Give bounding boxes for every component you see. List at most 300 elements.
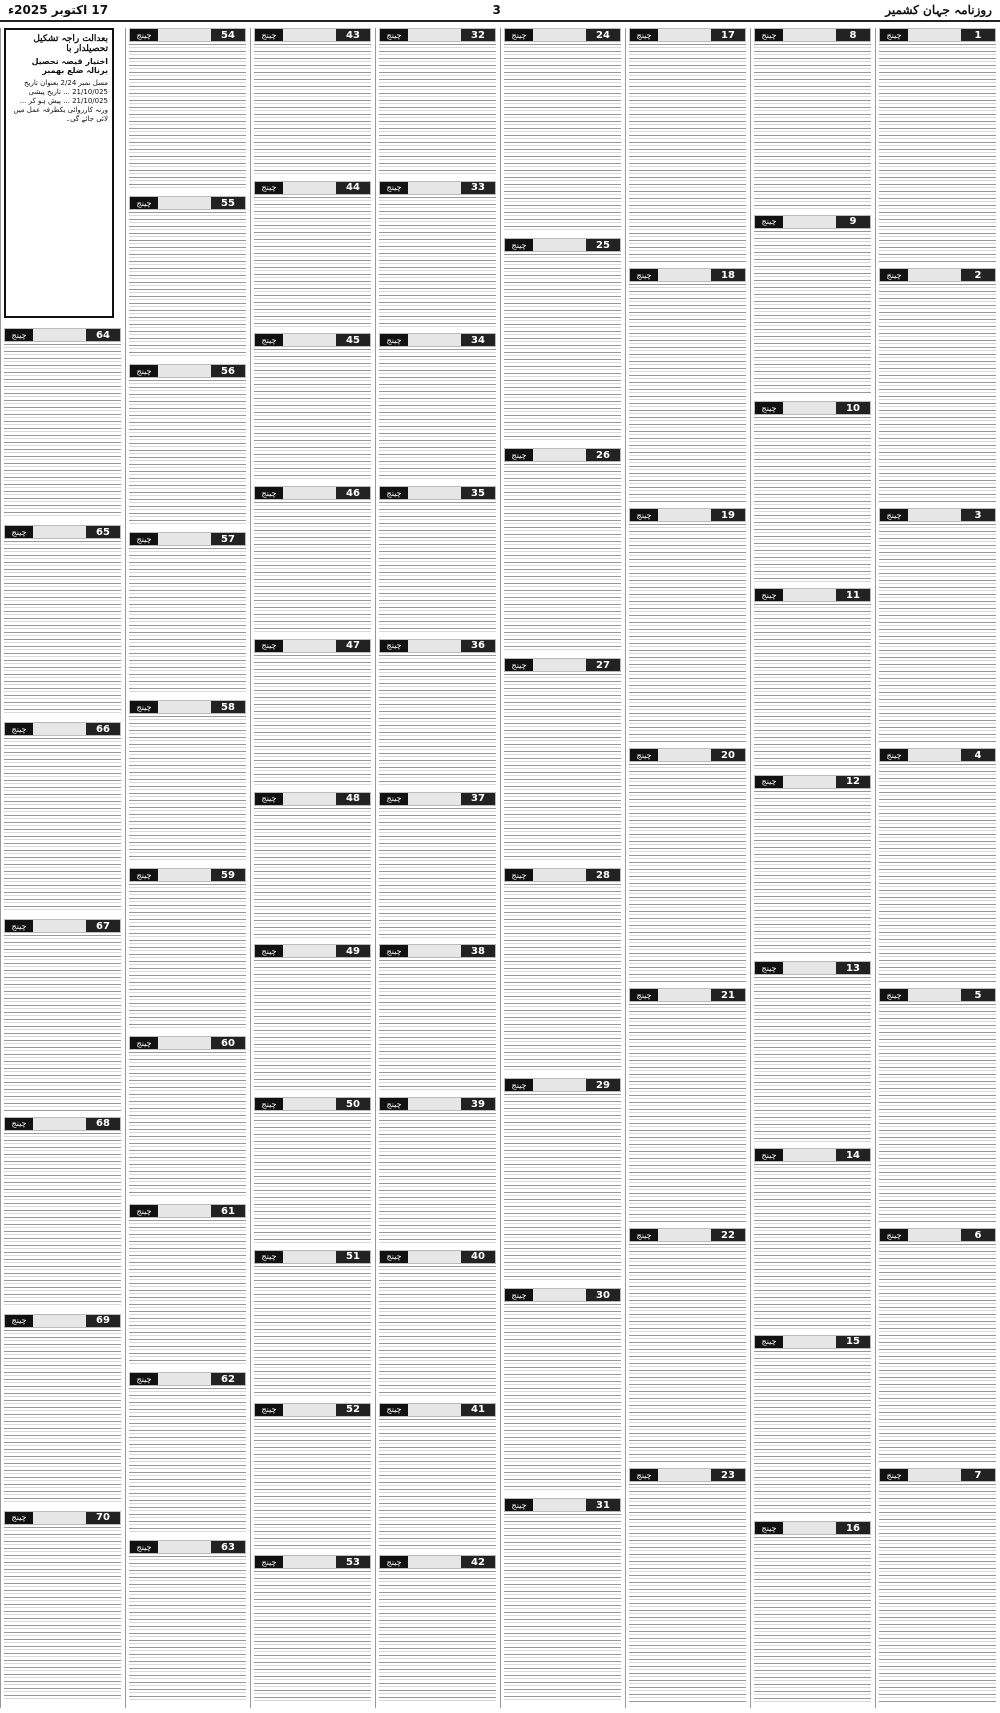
quiz-header: [379, 639, 496, 653]
quiz-text-lines: [254, 197, 371, 328]
quiz-label: چینج: [630, 1229, 658, 1241]
quiz-label: چینج: [880, 1469, 908, 1481]
quiz-block: [129, 364, 246, 528]
quiz-number: 66: [86, 723, 120, 735]
quiz-number: 39: [461, 1098, 495, 1110]
masthead: [0, 0, 1000, 22]
quiz-label: چینج: [130, 197, 158, 209]
quiz-block: [754, 1521, 871, 1704]
quiz-number: 18: [711, 269, 745, 281]
quiz-header: [379, 1250, 496, 1264]
quiz-header: [629, 508, 746, 522]
quiz-text-lines: [379, 1113, 496, 1244]
quiz-header: [4, 1117, 121, 1131]
quiz-header: [4, 525, 121, 539]
quiz-text-lines: [629, 44, 746, 262]
quiz-label: چینج: [255, 182, 283, 194]
quiz-header: [4, 722, 121, 736]
quiz-number: 63: [211, 1541, 245, 1553]
quiz-text-lines: [754, 44, 871, 209]
quiz-number: 13: [836, 962, 870, 974]
quiz-number: 1: [961, 29, 995, 41]
quiz-number: 5: [961, 989, 995, 1001]
quiz-header: [629, 1228, 746, 1242]
quiz-text-lines: [254, 1113, 371, 1244]
quiz-number: 70: [86, 1512, 120, 1524]
quiz-header: [504, 1498, 621, 1512]
quiz-number: 27: [586, 659, 620, 671]
quiz-number: 48: [336, 793, 370, 805]
quiz-label: چینج: [380, 334, 408, 346]
quiz-number: 65: [86, 526, 120, 538]
quiz-text-lines: [754, 791, 871, 956]
quiz-number: 15: [836, 1336, 870, 1348]
quiz-number: 59: [211, 869, 245, 881]
quiz-text-lines: [254, 808, 371, 939]
quiz-number: 36: [461, 640, 495, 652]
quiz-number: 68: [86, 1118, 120, 1130]
quiz-block: [754, 588, 871, 771]
column-c1: [875, 28, 999, 1708]
quiz-header: [754, 28, 871, 42]
quiz-label: چینج: [630, 749, 658, 761]
quiz-number: 34: [461, 334, 495, 346]
quiz-block: [129, 1036, 246, 1200]
quiz-number: 24: [586, 29, 620, 41]
quiz-label: چینج: [505, 239, 533, 251]
quiz-number: 56: [211, 365, 245, 377]
quiz-label: چینج: [505, 869, 533, 881]
quiz-block: [254, 1555, 371, 1704]
quiz-header: [379, 1555, 496, 1569]
quiz-block: [879, 1468, 996, 1704]
quiz-text-lines: [129, 1388, 246, 1534]
quiz-block: [754, 1148, 871, 1331]
quiz-number: 64: [86, 329, 120, 341]
quiz-header: [504, 658, 621, 672]
quiz-label: چینج: [380, 793, 408, 805]
column-c6: [250, 28, 374, 1708]
quiz-label: چینج: [255, 29, 283, 41]
quiz-label: چینج: [755, 962, 783, 974]
quiz-block: [504, 658, 621, 864]
quiz-header: [129, 1372, 246, 1386]
quiz-header: [379, 181, 496, 195]
quiz-block: [254, 28, 371, 177]
quiz-header: [504, 238, 621, 252]
quiz-header: [129, 1204, 246, 1218]
quiz-label: چینج: [880, 509, 908, 521]
quiz-text-lines: [879, 764, 996, 982]
quiz-block: [379, 333, 496, 482]
quiz-block: [129, 28, 246, 192]
quiz-header: [754, 961, 871, 975]
quiz-block: [754, 961, 871, 1144]
quiz-header: [129, 700, 246, 714]
quiz-header: [879, 508, 996, 522]
quiz-block: [4, 919, 121, 1112]
quiz-header: [129, 868, 246, 882]
quiz-block: [879, 268, 996, 504]
quiz-label: چینج: [505, 1079, 533, 1091]
quiz-label: چینج: [5, 526, 33, 538]
quiz-block: [254, 944, 371, 1093]
quiz-label: چینج: [380, 945, 408, 957]
quiz-label: چینج: [380, 640, 408, 652]
quiz-block: [379, 1403, 496, 1552]
quiz-block: [379, 1555, 496, 1704]
quiz-number: 52: [336, 1404, 370, 1416]
quiz-label: چینج: [130, 1037, 158, 1049]
quiz-block: [254, 792, 371, 941]
quiz-number: 35: [461, 487, 495, 499]
quiz-text-lines: [504, 884, 621, 1072]
quiz-number: 4: [961, 749, 995, 761]
column-c7: [125, 28, 249, 1708]
quiz-header: [254, 1403, 371, 1417]
quiz-header: [379, 792, 496, 806]
quiz-header: [4, 328, 121, 342]
quiz-block: [754, 28, 871, 211]
quiz-header: [129, 364, 246, 378]
quiz-label: چینج: [130, 701, 158, 713]
quiz-label: چینج: [5, 723, 33, 735]
quiz-label: چینج: [255, 487, 283, 499]
quiz-text-lines: [379, 349, 496, 480]
quiz-block: [629, 1228, 746, 1464]
quiz-block: [254, 1403, 371, 1552]
quiz-text-lines: [629, 284, 746, 502]
quiz-text-lines: [754, 604, 871, 769]
quiz-number: 2: [961, 269, 995, 281]
quiz-text-lines: [4, 1330, 121, 1505]
quiz-header: [129, 28, 246, 42]
quiz-block: [629, 508, 746, 744]
quiz-header: [504, 1078, 621, 1092]
quiz-number: 20: [711, 749, 745, 761]
quiz-number: 11: [836, 589, 870, 601]
quiz-label: چینج: [130, 1373, 158, 1385]
quiz-text-lines: [254, 655, 371, 786]
quiz-text-lines: [629, 764, 746, 982]
quiz-label: چینج: [630, 1469, 658, 1481]
quiz-header: [879, 748, 996, 762]
quiz-block: [129, 1540, 246, 1704]
quiz-block: [504, 448, 621, 654]
quiz-text-lines: [254, 1266, 371, 1397]
quiz-number: 30: [586, 1289, 620, 1301]
quiz-block: [504, 238, 621, 444]
quiz-block: [879, 1228, 996, 1464]
quiz-block: [254, 1250, 371, 1399]
quiz-number: 17: [711, 29, 745, 41]
quiz-header: [629, 28, 746, 42]
quiz-header: [379, 28, 496, 42]
quiz-block: [754, 1335, 871, 1518]
quiz-text-lines: [129, 884, 246, 1030]
quiz-block: [129, 868, 246, 1032]
quiz-number: 10: [836, 402, 870, 414]
column-c2: [750, 28, 874, 1708]
quiz-label: چینج: [755, 216, 783, 228]
quiz-header: [379, 333, 496, 347]
quiz-number: 67: [86, 920, 120, 932]
quiz-text-lines: [254, 502, 371, 633]
quiz-number: 58: [211, 701, 245, 713]
quiz-number: 50: [336, 1098, 370, 1110]
quiz-label: چینج: [880, 989, 908, 1001]
quiz-block: [379, 792, 496, 941]
quiz-header: [254, 792, 371, 806]
quiz-label: چینج: [380, 1251, 408, 1263]
quiz-block: [754, 775, 871, 958]
quiz-label: چینج: [880, 749, 908, 761]
quiz-header: [754, 1521, 871, 1535]
quiz-block: [4, 1511, 121, 1704]
quiz-number: 61: [211, 1205, 245, 1217]
quiz-text-lines: [879, 524, 996, 742]
quiz-block: [254, 639, 371, 788]
quiz-text-lines: [379, 197, 496, 328]
quiz-header: [879, 268, 996, 282]
quiz-number: 44: [336, 182, 370, 194]
quiz-header: [754, 1335, 871, 1349]
quiz-text-lines: [379, 655, 496, 786]
quiz-block: [4, 1314, 121, 1507]
quiz-text-lines: [379, 502, 496, 633]
quiz-number: 55: [211, 197, 245, 209]
quiz-number: 29: [586, 1079, 620, 1091]
quiz-block: [379, 181, 496, 330]
quiz-label: چینج: [5, 1315, 33, 1327]
quiz-label: چینج: [130, 29, 158, 41]
quiz-block: [629, 1468, 746, 1704]
quiz-block: [129, 1372, 246, 1536]
quiz-header: [379, 486, 496, 500]
quiz-block: [879, 748, 996, 984]
notice-title: بعدالت راجہ تشکیل تحصیلدار با: [33, 34, 108, 54]
quiz-label: چینج: [505, 449, 533, 461]
quiz-number: 14: [836, 1149, 870, 1161]
quiz-header: [129, 1540, 246, 1554]
quiz-header: [379, 1403, 496, 1417]
quiz-number: 42: [461, 1556, 495, 1568]
quiz-header: [879, 1228, 996, 1242]
quiz-block: [629, 988, 746, 1224]
quiz-text-lines: [129, 716, 246, 862]
quiz-label: چینج: [880, 1229, 908, 1241]
notice-body: مسل نمبر 2/24 بعنوان تاریخ 21/10/025 ... تاریخ پیشی 21/10/025 ... پیش ہو کر ... ورنہ کارروائی یکطرفہ عمل میں لائی جائے گی۔: [13, 79, 108, 123]
quiz-block: [504, 868, 621, 1074]
quiz-text-lines: [379, 808, 496, 939]
quiz-text-lines: [129, 380, 246, 526]
column-c3: [625, 28, 749, 1708]
quiz-header: [254, 28, 371, 42]
quiz-header: [754, 1148, 871, 1162]
quiz-text-lines: [504, 1304, 621, 1492]
quiz-block: [379, 944, 496, 1093]
quiz-header: [629, 988, 746, 1002]
quiz-number: 54: [211, 29, 245, 41]
quiz-number: 40: [461, 1251, 495, 1263]
quiz-text-lines: [879, 1004, 996, 1222]
quiz-text-lines: [629, 524, 746, 742]
quiz-block: [4, 328, 121, 521]
quiz-number: 9: [836, 216, 870, 228]
quiz-text-lines: [379, 1419, 496, 1550]
quiz-text-lines: [879, 284, 996, 502]
quiz-number: 41: [461, 1404, 495, 1416]
quiz-number: 69: [86, 1315, 120, 1327]
quiz-text-lines: [504, 44, 621, 232]
quiz-header: [254, 944, 371, 958]
quiz-text-lines: [254, 1419, 371, 1550]
quiz-block: [129, 1204, 246, 1368]
quiz-text-lines: [254, 44, 371, 175]
quiz-label: چینج: [255, 1556, 283, 1568]
quiz-label: چینج: [755, 776, 783, 788]
quiz-text-lines: [254, 349, 371, 480]
notice-subtitle: اختیار قیصہ تحصیل برنالہ ضلع بھمبر: [31, 57, 108, 75]
quiz-label: چینج: [255, 334, 283, 346]
quiz-number: 33: [461, 182, 495, 194]
quiz-block: [629, 268, 746, 504]
column-c4: [500, 28, 624, 1708]
quiz-header: [754, 588, 871, 602]
quiz-block: [629, 28, 746, 264]
quiz-header: [254, 333, 371, 347]
quiz-label: چینج: [505, 29, 533, 41]
quiz-header: [254, 181, 371, 195]
quiz-text-lines: [629, 1004, 746, 1222]
quiz-number: 8: [836, 29, 870, 41]
quiz-number: 43: [336, 29, 370, 41]
quiz-label: چینج: [880, 269, 908, 281]
quiz-text-lines: [379, 1266, 496, 1397]
quiz-label: چینج: [505, 1499, 533, 1511]
quiz-text-lines: [879, 44, 996, 262]
quiz-block: [879, 988, 996, 1224]
page-number: 3: [492, 3, 501, 17]
quiz-header: [754, 401, 871, 415]
quiz-label: چینج: [5, 1118, 33, 1130]
quiz-number: 22: [711, 1229, 745, 1241]
quiz-text-lines: [754, 1164, 871, 1329]
quiz-label: چینج: [5, 329, 33, 341]
quiz-block: [504, 28, 621, 234]
quiz-header: [254, 1250, 371, 1264]
quiz-block: [254, 333, 371, 482]
quiz-header: [4, 1511, 121, 1525]
quiz-number: 19: [711, 509, 745, 521]
quiz-header: [379, 1097, 496, 1111]
quiz-block: [129, 196, 246, 360]
quiz-text-lines: [129, 1052, 246, 1198]
quiz-number: 3: [961, 509, 995, 521]
quiz-label: چینج: [880, 29, 908, 41]
quiz-number: 12: [836, 776, 870, 788]
quiz-label: چینج: [255, 1098, 283, 1110]
quiz-header: [129, 532, 246, 546]
quiz-label: چینج: [380, 1098, 408, 1110]
quiz-text-lines: [4, 1527, 121, 1702]
quiz-block: [129, 532, 246, 696]
quiz-block: [504, 1288, 621, 1494]
quiz-block: [129, 700, 246, 864]
quiz-text-lines: [629, 1484, 746, 1702]
quiz-header: [254, 1555, 371, 1569]
newspaper-title: روزنامہ جہان کشمیر: [885, 3, 992, 17]
quiz-header: [129, 196, 246, 210]
quiz-label: چینج: [380, 1556, 408, 1568]
quiz-number: 26: [586, 449, 620, 461]
quiz-block: [4, 1117, 121, 1310]
quiz-number: 45: [336, 334, 370, 346]
quiz-text-lines: [504, 1514, 621, 1702]
quiz-block: [504, 1498, 621, 1704]
quiz-text-lines: [879, 1484, 996, 1702]
quiz-block: [379, 486, 496, 635]
quiz-block: [379, 28, 496, 177]
quiz-text-lines: [4, 738, 121, 913]
quiz-header: [254, 1097, 371, 1111]
column-c8: [0, 28, 124, 1708]
quiz-label: چینج: [630, 269, 658, 281]
quiz-text-lines: [4, 1133, 121, 1308]
quiz-text-lines: [129, 212, 246, 358]
quiz-number: 60: [211, 1037, 245, 1049]
quiz-block: [754, 215, 871, 398]
quiz-label: چینج: [255, 1251, 283, 1263]
quiz-header: [504, 448, 621, 462]
quiz-label: چینج: [755, 29, 783, 41]
quiz-text-lines: [129, 1220, 246, 1366]
quiz-text-lines: [504, 464, 621, 652]
quiz-text-lines: [379, 960, 496, 1091]
quiz-header: [4, 1314, 121, 1328]
quiz-text-lines: [504, 674, 621, 862]
quiz-block: [879, 508, 996, 744]
quiz-number: 62: [211, 1373, 245, 1385]
quiz-text-lines: [754, 231, 871, 396]
quiz-header: [254, 486, 371, 500]
quiz-block: [254, 181, 371, 330]
quiz-label: چینج: [380, 487, 408, 499]
quiz-number: 16: [836, 1522, 870, 1534]
quiz-block: [254, 1097, 371, 1246]
quiz-text-lines: [754, 417, 871, 582]
quiz-number: 51: [336, 1251, 370, 1263]
quiz-number: 47: [336, 640, 370, 652]
quiz-label: چینج: [255, 1404, 283, 1416]
quiz-label: چینج: [255, 640, 283, 652]
quiz-label: چینج: [380, 29, 408, 41]
quiz-header: [754, 775, 871, 789]
quiz-label: چینج: [255, 793, 283, 805]
quiz-header: [504, 868, 621, 882]
quiz-text-lines: [254, 960, 371, 1091]
quiz-text-lines: [504, 1094, 621, 1282]
quiz-label: چینج: [380, 182, 408, 194]
quiz-text-lines: [754, 1537, 871, 1702]
quiz-label: چینج: [755, 589, 783, 601]
quiz-header: [629, 1468, 746, 1482]
quiz-text-lines: [129, 1556, 246, 1702]
quiz-number: 31: [586, 1499, 620, 1511]
quiz-text-lines: [504, 254, 621, 442]
quiz-header: [254, 639, 371, 653]
column-c5: [375, 28, 499, 1708]
